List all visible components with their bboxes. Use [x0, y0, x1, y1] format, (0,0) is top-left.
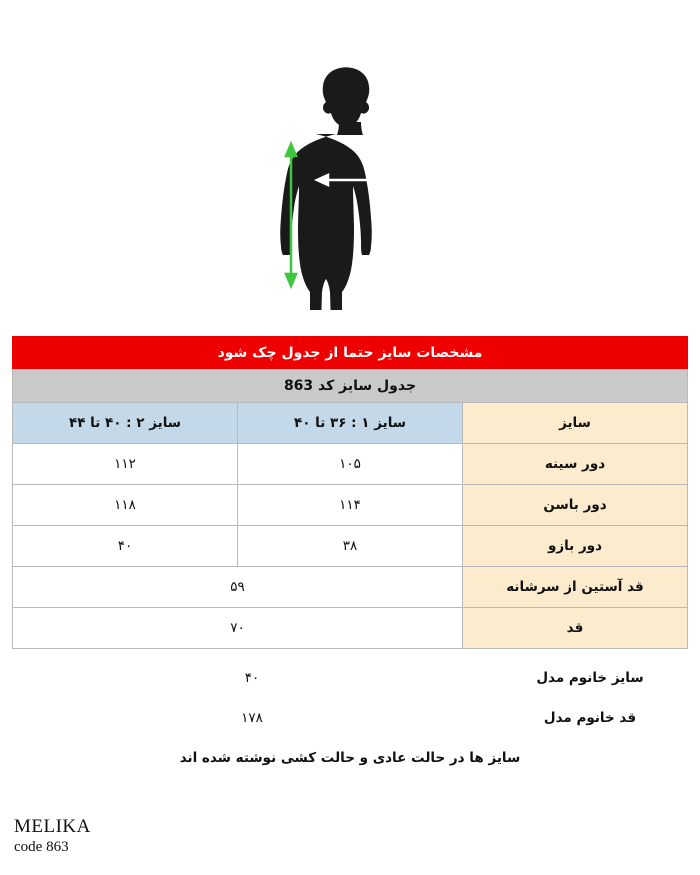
table-banner-row [13, 337, 688, 369]
table-row [13, 444, 688, 485]
row-value-arm-1: ۳۸ [238, 526, 463, 567]
row-label-bust: دور سینه [463, 444, 688, 485]
table-row [13, 526, 688, 567]
female-body-silhouette [0, 60, 700, 310]
model-info [12, 658, 688, 738]
header-label: سایز [463, 403, 688, 444]
row-value-sleeve: ۵۹ [13, 567, 463, 608]
row-value-hip-1: ۱۱۴ [238, 485, 463, 526]
brand-name: MELIKA [14, 815, 91, 837]
header-size-1: سایز ۱ : ۳۶ تا ۴۰ [238, 403, 463, 444]
header-size-2: سایز ۲ : ۴۰ تا ۴۴ [13, 403, 238, 444]
row-value-arm-2: ۴۰ [13, 526, 238, 567]
brand-block [14, 815, 91, 858]
row-value-length: ۷۰ [13, 608, 463, 649]
figure-area [0, 0, 700, 336]
row-value-bust-1: ۱۰۵ [238, 444, 463, 485]
row-value-hip-2: ۱۱۸ [13, 485, 238, 526]
model-height-value: ۱۷۸ [241, 710, 263, 726]
model-height-label: قد خانوم مدل [543, 710, 637, 726]
table-subbanner-row [13, 369, 688, 403]
model-row-size [12, 658, 688, 698]
brand-code: code 863 [14, 839, 69, 856]
size-table [12, 336, 688, 649]
row-value-bust-2: ۱۱۲ [13, 444, 238, 485]
table-header-row [13, 403, 688, 444]
banner-text: مشخصات سایز حتما از جدول چک شود [13, 337, 688, 369]
model-size-value: ۴۰ [244, 670, 260, 686]
row-label-length: قد [463, 608, 688, 649]
model-row-height [12, 698, 688, 738]
row-label-hip: دور باسن [463, 485, 688, 526]
row-label-arm: دور بازو [463, 526, 688, 567]
subbanner-text: جدول سایز کد 863 [13, 369, 688, 403]
table-row [13, 485, 688, 526]
row-label-sleeve: قد آستین از سرشانه [463, 567, 688, 608]
table-row [13, 608, 688, 649]
note-text: سایز ها در حالت عادی و حالت کشی نوشته شده اند [179, 750, 521, 766]
table-row [13, 567, 688, 608]
model-size-label: سایز خانوم مدل [536, 670, 644, 686]
